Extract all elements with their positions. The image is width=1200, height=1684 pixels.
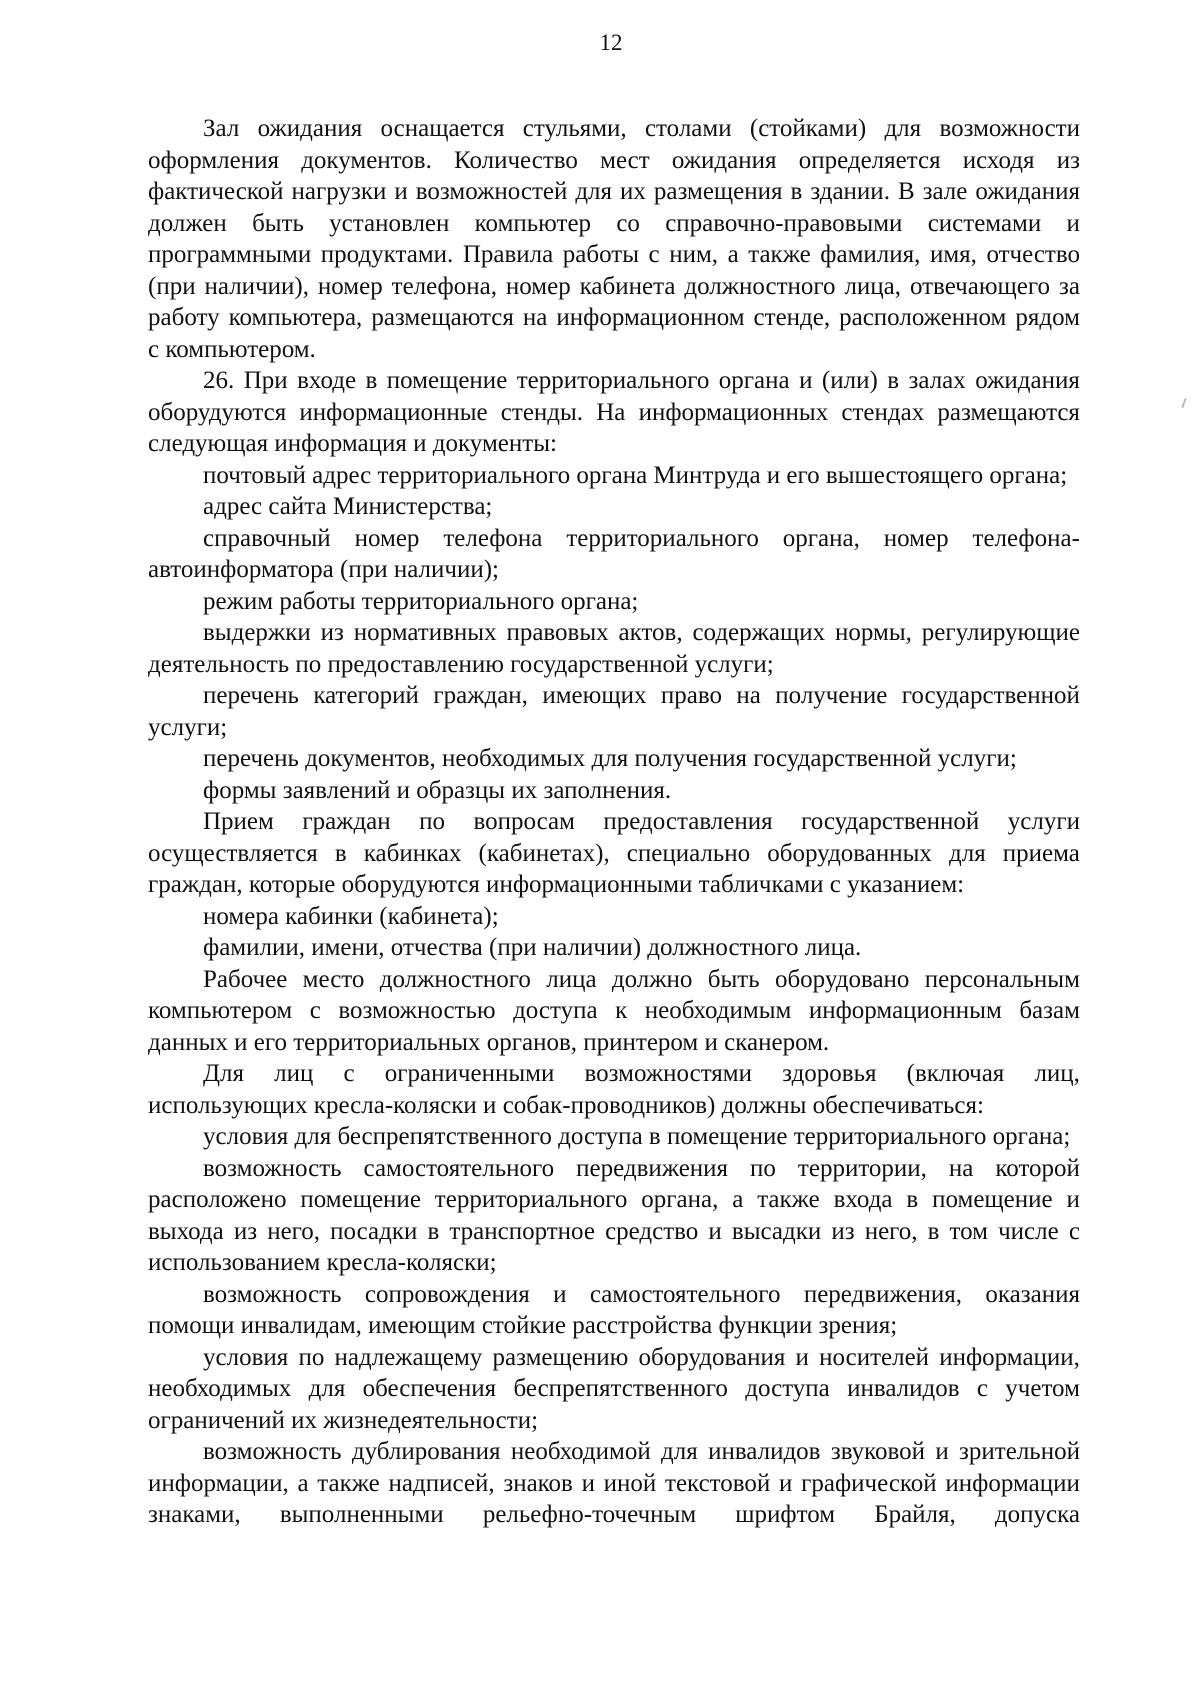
word: телефона: [443, 524, 543, 552]
word: самостоятельного: [589, 1280, 781, 1308]
word: необходимым: [644, 997, 792, 1024]
text-line: режим работы территориального органа;: [203, 587, 639, 615]
word: Брайля,: [874, 1501, 956, 1528]
word: Правила: [462, 241, 554, 268]
word: инвалидов: [708, 1438, 821, 1465]
word: в: [887, 367, 900, 394]
word: лица,: [844, 272, 902, 300]
text-line: [148, 838, 1080, 870]
word: посадки: [330, 1217, 418, 1245]
word: продуктами.: [320, 241, 454, 268]
paragraph: [148, 491, 1080, 523]
word: специально: [626, 839, 751, 867]
word: стендах: [841, 398, 925, 426]
word: рельефно-точечным: [482, 1501, 697, 1528]
word: лица: [546, 965, 597, 993]
word: Для: [203, 1060, 245, 1087]
paragraph: [148, 680, 1080, 743]
text-line: [148, 1436, 1080, 1468]
word: на: [736, 682, 761, 709]
paragraph: [148, 1058, 1080, 1121]
word: необходимых: [148, 1375, 292, 1402]
word: ожидания: [975, 367, 1080, 394]
text-line: номера кабинки (кабинета);: [203, 902, 499, 930]
paragraph: [148, 1279, 1080, 1342]
word: Прием: [203, 808, 274, 835]
word: услуги: [1007, 808, 1080, 835]
word: размещения: [653, 178, 783, 205]
word: Зал: [203, 115, 240, 142]
word: шрифтом: [735, 1501, 836, 1528]
paragraph: [148, 775, 1080, 807]
word: персональным: [924, 965, 1080, 993]
word: и: [708, 1217, 722, 1245]
text-line: [148, 239, 1080, 271]
word: и: [935, 1438, 949, 1465]
word: него,: [864, 1217, 918, 1245]
word: а: [732, 1186, 744, 1213]
paragraph: [148, 617, 1080, 680]
word: территориального: [566, 524, 759, 552]
word: выдержки: [203, 619, 311, 646]
word: размещаются: [937, 398, 1080, 426]
word: должностного: [379, 965, 531, 993]
word: правовых: [506, 619, 609, 646]
text-line: [148, 397, 1080, 429]
word: перечень: [203, 682, 299, 709]
word: графической: [801, 1469, 937, 1497]
text-line: следующая информация и документы:: [148, 430, 557, 457]
word: информационном: [556, 304, 745, 331]
word: условия: [203, 1343, 289, 1371]
text-line: граждан, которые оборудуются информационными табличками с указанием:: [148, 871, 965, 898]
word: выполненными: [279, 1501, 444, 1528]
text-line: использующих кресла-коляски и собак-проводников) должны обеспечиваться:: [148, 1091, 984, 1119]
text-line: [148, 1153, 1080, 1185]
word: возможности: [939, 115, 1080, 142]
word: сопровождения: [364, 1280, 530, 1308]
word: право: [660, 682, 722, 709]
word: в: [427, 1217, 440, 1245]
margin-mark: [1181, 398, 1186, 408]
paragraph: [148, 523, 1080, 586]
word: доступа: [513, 997, 598, 1024]
word: размещению: [492, 1343, 629, 1371]
word: с: [648, 241, 660, 268]
text-line: почтовый адрес территориального органа Минтруда и его вышестоящего органа;: [203, 461, 1068, 489]
word: территории,: [797, 1154, 927, 1182]
word: номер: [505, 272, 571, 300]
word: На: [596, 398, 626, 426]
word: фактической: [148, 178, 284, 205]
word: здоровья: [782, 1060, 877, 1087]
word: на: [522, 304, 548, 331]
word: нормативных: [353, 619, 497, 646]
word: информационным: [808, 997, 1002, 1024]
text-line: автоинформатора (при наличии);: [148, 556, 499, 583]
word: а: [727, 241, 739, 268]
word: и: [799, 367, 813, 394]
word: телефона,: [391, 272, 497, 300]
word: и: [1066, 1186, 1080, 1213]
word: расположено: [148, 1186, 287, 1213]
paragraph: [148, 1121, 1080, 1153]
text-line: [148, 680, 1080, 712]
word: а: [297, 1469, 309, 1497]
word: для: [884, 115, 922, 142]
document-body: [148, 113, 1080, 1531]
word: в: [334, 839, 347, 867]
word: исходя: [962, 146, 1035, 174]
text-line: [148, 617, 1080, 649]
paragraph: [148, 806, 1080, 901]
word: для: [949, 839, 986, 867]
text-line: использованием кресла-коляски;: [148, 1249, 497, 1276]
word: самостоятельного: [363, 1154, 555, 1182]
word: с: [976, 1375, 988, 1402]
word: номер: [317, 272, 383, 300]
word: надписей,: [388, 1469, 495, 1497]
word: вопросам: [473, 808, 575, 835]
word: также: [317, 1469, 380, 1497]
word: по: [750, 1154, 776, 1182]
word: работу: [148, 304, 220, 331]
word: категорий: [313, 682, 419, 709]
word: должно: [611, 965, 693, 993]
word: том: [949, 1217, 988, 1245]
word: имеющих: [542, 682, 647, 709]
word: с: [1068, 1217, 1080, 1245]
paragraph: [148, 964, 1080, 1059]
word: для: [661, 1438, 698, 1465]
text-line: [148, 995, 1080, 1027]
word: ожидания: [671, 146, 777, 174]
word: средство: [605, 1217, 699, 1245]
word: с: [343, 1060, 355, 1087]
text-line: [148, 1279, 1080, 1311]
word: на: [948, 1154, 974, 1182]
text-line: помощи инвалидам, имеющим стойкие расстройства функции зрения;: [148, 1312, 898, 1339]
word: оказания: [985, 1280, 1080, 1308]
word: в: [927, 1217, 940, 1245]
word: носителей: [819, 1343, 930, 1371]
word: зале: [922, 178, 968, 205]
word: лиц,: [1034, 1060, 1080, 1087]
word: (кабинетах),: [478, 839, 610, 867]
word: входа: [833, 1186, 893, 1213]
paragraph: [148, 1342, 1080, 1437]
word: наличии),: [204, 272, 309, 300]
word: ограниченными: [384, 1060, 555, 1087]
text-line: [148, 806, 1080, 838]
word: установлен: [329, 209, 450, 237]
word: территориального: [516, 367, 710, 394]
word: (стойками): [749, 115, 867, 142]
word: органа,: [641, 1186, 719, 1213]
word: быть: [252, 209, 304, 237]
word: стенды.: [500, 398, 584, 426]
word: оборудования: [638, 1343, 786, 1371]
text-line: [148, 365, 1080, 397]
word: и: [779, 1469, 793, 1497]
word: информации: [945, 1469, 1080, 1497]
word: регулирующие: [921, 619, 1080, 646]
word: транспортное: [449, 1217, 595, 1245]
word: возможность: [203, 1280, 342, 1308]
paragraph: [148, 113, 1080, 365]
word: граждан,: [433, 682, 528, 709]
word: фамилия,: [820, 241, 921, 268]
word: необходимой: [510, 1438, 651, 1465]
word: содержащих: [692, 619, 826, 646]
word: приема: [1002, 839, 1080, 867]
paragraph: [148, 1436, 1080, 1531]
word: возможностью: [338, 997, 496, 1024]
word: из: [320, 619, 344, 646]
word: телефона-: [972, 524, 1080, 552]
word: из: [233, 1217, 258, 1245]
word: столами: [644, 115, 732, 142]
word: допуска: [994, 1501, 1080, 1528]
text-line: [148, 271, 1080, 303]
word: из: [831, 1217, 855, 1245]
word: возможность: [203, 1154, 342, 1182]
text-line: данных и его территориальных органов, принтером и сканером.: [148, 1028, 830, 1056]
word: со: [616, 209, 640, 237]
word: иной: [603, 1469, 657, 1497]
text-line: деятельность по предоставлению государственной услуги;: [148, 650, 774, 678]
text-line: услуги;: [148, 713, 228, 741]
text-line: [148, 1058, 1080, 1090]
word: В: [897, 178, 915, 205]
word: компьютера,: [228, 304, 363, 331]
word: возможность: [203, 1438, 342, 1465]
word: дублирования: [351, 1438, 501, 1465]
paragraph: [148, 932, 1080, 964]
word: ним,: [669, 241, 719, 268]
word: которой: [995, 1154, 1080, 1182]
paragraph: [148, 365, 1080, 460]
word: информации,: [939, 1343, 1080, 1371]
word: государственной: [801, 808, 980, 835]
word: оснащается: [380, 115, 505, 142]
word: здании.: [810, 178, 890, 205]
word: входе: [297, 367, 357, 394]
text-line: [148, 1342, 1080, 1374]
word: с: [309, 997, 321, 1024]
word: по: [298, 1343, 325, 1371]
word: кабинета: [579, 272, 676, 300]
word: Рабочее: [203, 965, 288, 993]
word: и: [581, 1469, 595, 1497]
word: числе: [998, 1217, 1059, 1245]
word: осуществляется: [148, 839, 318, 867]
text-line: [148, 1184, 1080, 1216]
word: территориального: [434, 1186, 628, 1213]
word: оборудованных: [767, 839, 932, 867]
word: органа: [718, 367, 790, 394]
word: расположенном: [839, 304, 1007, 331]
word: него,: [267, 1217, 321, 1245]
word: место: [302, 965, 365, 993]
word: к: [615, 997, 628, 1024]
word: получение: [775, 682, 888, 709]
word: высадки: [731, 1217, 822, 1245]
text-line: [148, 113, 1080, 145]
word: информационные: [299, 398, 488, 426]
word: нагрузки: [291, 178, 387, 205]
word: доступа: [745, 1375, 830, 1402]
word: их: [620, 178, 646, 205]
word: информационных: [638, 398, 829, 426]
text-line: [148, 145, 1080, 177]
word: программными: [148, 241, 312, 268]
word: зрительной: [959, 1438, 1080, 1465]
word: компьютер: [474, 209, 592, 237]
text-line: [148, 1468, 1080, 1500]
word: отчество: [986, 241, 1080, 268]
word: справочный: [203, 524, 331, 552]
word: (включая: [906, 1060, 1005, 1087]
word: и: [1066, 209, 1080, 237]
text-line: с компьютером.: [148, 335, 316, 363]
word: из: [1056, 146, 1080, 174]
word: Количество: [454, 146, 578, 174]
word: возможностями: [584, 1060, 752, 1087]
text-line: [148, 523, 1080, 555]
word: оформления: [148, 146, 279, 174]
word: за: [1058, 272, 1080, 300]
word: надлежащему: [334, 1343, 483, 1371]
text-line: адрес сайта Министерства;: [203, 493, 493, 520]
word: стульями,: [522, 115, 627, 142]
word: документов.: [301, 146, 432, 174]
word: помещение: [386, 367, 508, 394]
word: оборудуются: [148, 398, 287, 426]
word: должен: [148, 209, 227, 237]
word: должностного: [684, 272, 836, 300]
text-line: формы заявлений и образцы их заполнения.: [203, 776, 672, 804]
word: залах: [908, 367, 966, 394]
word: актов,: [618, 619, 683, 646]
word: текстовой: [665, 1469, 771, 1497]
word: помещение: [932, 1186, 1053, 1213]
word: и: [394, 178, 408, 205]
word: справочно-правовыми: [665, 209, 903, 237]
word: (при: [148, 272, 196, 300]
text-line: [148, 302, 1080, 334]
word: кабинках: [363, 839, 462, 867]
word: работы: [562, 241, 639, 268]
word: инвалидов: [847, 1375, 960, 1402]
text-line: условия для беспрепятственного доступа в помещение территориального органа;: [203, 1123, 1071, 1150]
word: также: [757, 1186, 820, 1213]
word: выхода: [148, 1217, 224, 1245]
text-line: [148, 1216, 1080, 1248]
word: граждан: [302, 808, 391, 835]
word: имя,: [929, 241, 977, 268]
word: обеспечения: [362, 1375, 497, 1402]
text-line: [148, 1373, 1080, 1405]
text-line: [148, 208, 1080, 240]
word: определяется: [798, 146, 941, 174]
page-number: 12: [599, 30, 623, 55]
paragraph: [148, 743, 1080, 775]
text-line: [148, 1499, 1080, 1531]
word: рядом: [1015, 304, 1080, 331]
text-line: [148, 964, 1080, 996]
word: системами: [927, 209, 1042, 237]
word: передвижения: [576, 1154, 729, 1182]
word: в: [365, 367, 378, 394]
word: знаками,: [148, 1501, 241, 1528]
word: также: [748, 241, 811, 268]
paragraph: [148, 586, 1080, 618]
word: для: [308, 1375, 346, 1402]
word: и: [795, 1343, 809, 1371]
paragraph: [148, 460, 1080, 492]
text-line: ограничений их жизнедеятельности;: [148, 1406, 539, 1434]
word: номер: [354, 524, 420, 552]
word: в: [906, 1186, 919, 1213]
word: учетом: [1005, 1375, 1080, 1402]
word: размещаются: [371, 304, 514, 331]
paragraph: [148, 1153, 1080, 1279]
word: ожидания: [257, 115, 363, 142]
word: информации,: [148, 1469, 289, 1497]
word: в: [790, 178, 803, 205]
word: (или): [821, 367, 878, 394]
word: знаков: [503, 1469, 573, 1497]
word: 26.: [203, 367, 235, 394]
word: для: [575, 178, 613, 205]
word: отвечающего: [909, 272, 1051, 300]
word: звуковой: [830, 1438, 926, 1465]
word: и: [553, 1280, 567, 1308]
word: номер: [883, 524, 949, 552]
word: оборудовано: [774, 965, 910, 993]
text-line: фамилии, имени, отчества (при наличии) должностного лица.: [203, 934, 862, 961]
word: лиц: [274, 1060, 314, 1087]
text-line: перечень документов, необходимых для получения государственной услуги;: [203, 745, 1017, 772]
word: предоставления: [603, 808, 773, 835]
paragraph: [148, 901, 1080, 933]
word: базам: [1019, 997, 1080, 1024]
word: возможностей: [415, 178, 568, 205]
word: по: [419, 808, 446, 835]
word: стенде,: [753, 304, 831, 331]
word: передвижения,: [803, 1280, 963, 1308]
text-line: [148, 176, 1080, 208]
word: мест: [600, 146, 650, 174]
word: При: [243, 367, 288, 394]
word: помещение: [300, 1186, 421, 1213]
word: беспрепятственного: [513, 1375, 728, 1402]
word: ожидания: [975, 178, 1080, 205]
word: быть: [707, 965, 760, 993]
word: органа,: [782, 524, 860, 552]
word: нормы,: [835, 619, 912, 646]
word: государственной: [901, 682, 1080, 709]
word: компьютером: [148, 997, 293, 1024]
